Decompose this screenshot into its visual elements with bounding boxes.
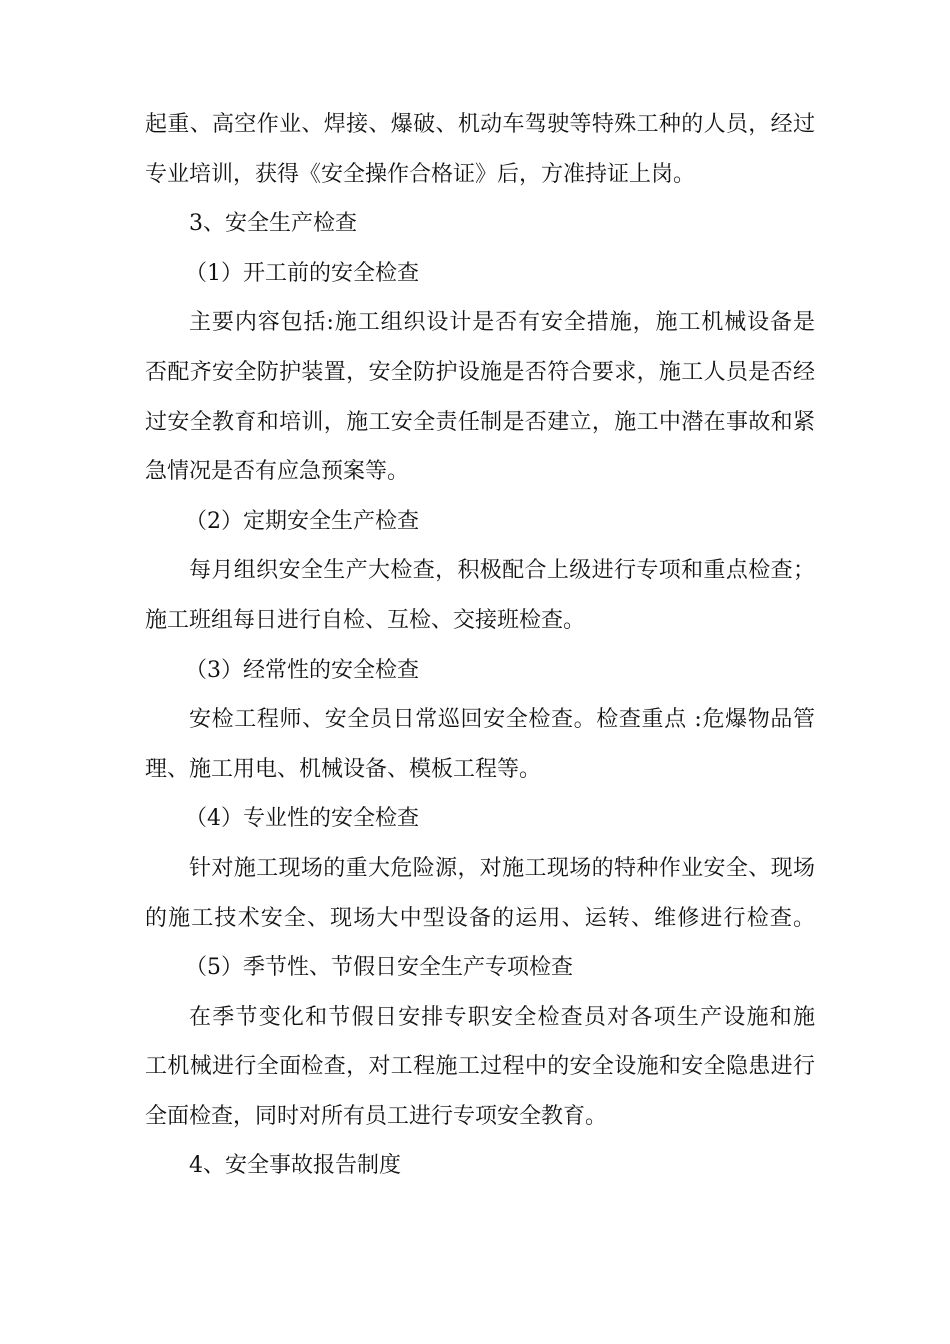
section-heading: 3、安全生产检查	[189, 211, 357, 237]
paragraph-line: 否配齐安全防护装置，安全防护设施是否符合要求，施工人员是否经	[145, 359, 815, 385]
subsection-heading: （1）开工前的安全检查	[185, 260, 419, 286]
paragraph-line: 在季节变化和节假日安排专职安全检查员对各项生产设施和施	[189, 1004, 815, 1030]
paragraph-line: 急情况是否有应急预案等。	[145, 459, 410, 485]
paragraph-line: 安检工程师、安全员日常巡回安全检查。检查重点 :危爆物品管	[189, 707, 815, 733]
paragraph-line: 专业培训，获得《安全操作合格证》后，方准持证上岗。	[145, 161, 696, 187]
paragraph-line: 工机械进行全面检查，对工程施工过程中的安全设施和安全隐患进行	[145, 1054, 815, 1080]
subsection-heading: （2）定期安全生产检查	[185, 508, 419, 534]
document-body	[145, 100, 815, 1191]
paragraph-line: 全面检查，同时对所有员工进行专项安全教育。	[145, 1103, 608, 1129]
paragraph-line: 每月组织安全生产大检查，积极配合上级进行专项和重点检查；	[189, 558, 815, 584]
paragraph-line: 针对施工现场的重大危险源，对施工现场的特种作业安全、现场	[189, 855, 815, 881]
paragraph-line: 理、施工用电、机械设备、模板工程等。	[145, 756, 542, 782]
paragraph-line: 的施工技术安全、现场大中型设备的运用、运转、维修进行检查。	[145, 905, 815, 931]
subsection-heading: （3）经常性的安全检查	[185, 657, 419, 683]
subsection-heading: （4）专业性的安全检查	[185, 806, 419, 832]
paragraph-line: 起重、高空作业、焊接、爆破、机动车驾驶等特殊工种的人员，经过	[145, 112, 815, 137]
paragraph-line: 施工班组每日进行自检、互检、交接班检查。	[145, 607, 586, 633]
paragraph-line: 过安全教育和培训，施工安全责任制是否建立，施工中潜在事故和紧	[145, 409, 815, 435]
section-heading: 4、安全事故报告制度	[189, 1153, 401, 1179]
paragraph-line: 主要内容包括:施工组织设计是否有安全措施，施工机械设备是	[189, 310, 815, 336]
subsection-heading: （5）季节性、节假日安全生产专项检查	[185, 955, 573, 981]
